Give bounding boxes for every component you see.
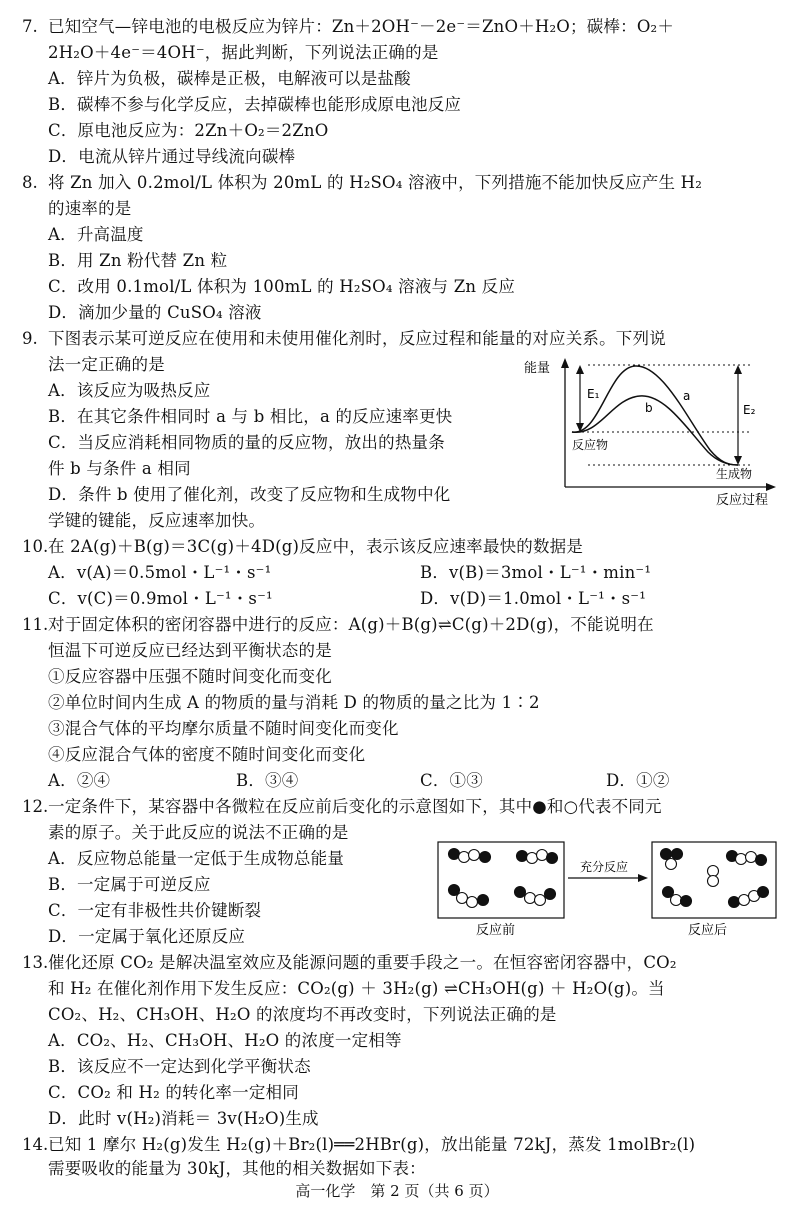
q9-number: 9. bbox=[22, 329, 38, 348]
atom bbox=[681, 896, 692, 907]
atom bbox=[449, 849, 460, 860]
atom bbox=[467, 897, 478, 908]
e1-arrowhead-top bbox=[576, 365, 584, 374]
atom bbox=[666, 859, 677, 870]
atom bbox=[469, 850, 480, 861]
q12-option-b: B．一定属于可逆反应 bbox=[48, 875, 211, 894]
x-axis-arrowhead bbox=[766, 483, 776, 491]
q11-stem-line1: 对于固定体积的密闭容器中进行的反应：A(g)＋B(g)⇌C(g)＋2D(g)，不能说明在 bbox=[48, 615, 654, 634]
q11-item-3: ③混合气体的平均摩尔质量不随时间变化而变化 bbox=[48, 719, 399, 738]
q10-stem: 在 2A(g)＋B(g)＝3C(g)＋4D(g)反应中，表示该反应速率最快的数据是 bbox=[48, 537, 584, 556]
q9-stem-line2: 法一定正确的是 bbox=[48, 355, 165, 374]
reactant-label: 反应物 bbox=[572, 438, 609, 452]
atom bbox=[708, 866, 719, 877]
q8-stem-line2: 的速率的是 bbox=[48, 199, 132, 218]
q7-number: 7. bbox=[22, 17, 38, 36]
q11-number: 11. bbox=[22, 615, 49, 634]
e2-arrowhead-top bbox=[734, 365, 742, 374]
q9-option-d-line1: D．条件 b 使用了催化剂，改变了反应物和生成物中化 bbox=[48, 485, 451, 504]
q14-stem-line1: 已知 1 摩尔 H₂(g)发生 H₂(g)＋Br₂(l)══2HBr(g)，放出能量 72kJ，蒸发 1molBr₂(l) bbox=[48, 1135, 696, 1154]
atom bbox=[746, 852, 757, 863]
q9-option-d-line2: 学键的键能，反应速率加快。 bbox=[48, 511, 266, 530]
y-axis-label: 能量 bbox=[524, 361, 551, 376]
q9-option-b: B．在其它条件相同时 a 与 b 相比，a 的反应速率更快 bbox=[48, 407, 453, 426]
atom bbox=[478, 895, 489, 906]
atom bbox=[729, 897, 740, 908]
atom bbox=[671, 895, 682, 906]
q14-stem-line2: 需要吸收的能量为 30kJ，其他的相关数据如下表： bbox=[48, 1159, 426, 1178]
q12-option-d: D．一定属于氧化还原反应 bbox=[48, 927, 246, 946]
q10-option-c: C．v(C)＝0.9mol・L⁻¹・s⁻¹ bbox=[48, 589, 273, 608]
q13-stem-line3: CO₂、H₂、CH₃OH、H₂O 的浓度均不再改变时，下列说法正确的是 bbox=[48, 1005, 557, 1024]
q12-option-a: A．反应物总能量一定低于生成物总能量 bbox=[48, 849, 345, 868]
q8-number: 8. bbox=[22, 173, 38, 192]
curve-a-label: a bbox=[683, 389, 691, 403]
q12-option-c: C．一定有非极性共价键断裂 bbox=[48, 901, 262, 920]
atom bbox=[708, 876, 719, 887]
atom bbox=[672, 849, 683, 860]
atom bbox=[527, 853, 538, 864]
atom bbox=[515, 887, 526, 898]
q12-number: 12. bbox=[22, 797, 49, 816]
q11-stem-line2: 恒温下可逆反应已经达到平衡状态的是 bbox=[48, 641, 332, 660]
page-footer: 高一化学 第 2 页（共 6 页） bbox=[295, 1182, 499, 1200]
q8-option-a: A．升高温度 bbox=[48, 225, 144, 244]
after-molecules bbox=[661, 849, 769, 908]
atom bbox=[535, 895, 546, 906]
q11-option-a: A．②④ bbox=[48, 771, 111, 790]
q7-option-a: A．锌片为负极，碳棒是正极，电解液可以是盐酸 bbox=[48, 69, 411, 88]
e2-arrowhead-bottom bbox=[734, 456, 742, 465]
q7-option-c: C．原电池反应为：2Zn＋O₂＝2ZnO bbox=[48, 121, 329, 140]
q8-option-d: D．滴加少量的 CuSO₄ 溶液 bbox=[48, 303, 262, 322]
q7-stem-line2: 2H₂O＋4e⁻＝4OH⁻，据此判断，下列说法正确的是 bbox=[48, 43, 439, 62]
q8-option-b: B．用 Zn 粉代替 Zn 粒 bbox=[48, 251, 228, 270]
q9-option-c-line2: 件 b 与条件 a 相同 bbox=[48, 459, 191, 478]
atom bbox=[661, 849, 672, 860]
q13-option-b: B．该反应不一定达到化学平衡状态 bbox=[48, 1057, 311, 1076]
y-axis-arrowhead bbox=[561, 358, 569, 368]
q13-stem-line2: 和 H₂ 在催化剂作用下发生反应：CO₂(g) ＋ 3H₂(g) ⇌CH₃OH(g) ＋ H₂O(g)。当 bbox=[48, 979, 665, 998]
atom bbox=[736, 854, 747, 865]
e2-label: E₂ bbox=[743, 403, 756, 417]
q12-particle-diagram bbox=[436, 838, 780, 938]
q12-stem-line2: 素的原子。关于此反应的说法不正确的是 bbox=[48, 823, 349, 842]
q13-option-a: A．CO₂、H₂、CH₃OH、H₂O 的浓度一定相等 bbox=[48, 1031, 402, 1050]
atom bbox=[547, 853, 558, 864]
q10-option-d: D．v(D)＝1.0mol・L⁻¹・s⁻¹ bbox=[420, 589, 647, 608]
atom bbox=[525, 893, 536, 904]
q10-number: 10. bbox=[22, 537, 49, 556]
atom bbox=[517, 851, 528, 862]
q10-option-a: A．v(A)＝0.5mol・L⁻¹・s⁻¹ bbox=[48, 563, 272, 582]
atom bbox=[457, 893, 468, 904]
curve-b-label: b bbox=[645, 401, 653, 415]
q11-item-4: ④反应混合气体的密度不随时间变化而变化 bbox=[48, 745, 366, 764]
q11-option-d: D．①② bbox=[606, 771, 670, 790]
q9-option-c-line1: C．当反应消耗相同物质的量的反应物，放出的热量条 bbox=[48, 433, 445, 452]
q7-option-b: B．碳棒不参与化学反应，去掉碳棒也能形成原电池反应 bbox=[48, 95, 462, 114]
atom bbox=[459, 852, 470, 863]
q7-option-d: D．电流从锌片通过导线流向碳棒 bbox=[48, 147, 296, 166]
q9-energy-diagram bbox=[520, 350, 786, 510]
q8-stem-line1: 将 Zn 加入 0.2mol/L 体积为 20mL 的 H₂SO₄ 溶液中，下列措施不能加快反应产生 H₂ bbox=[48, 173, 703, 192]
q13-option-c: C．CO₂ 和 H₂ 的转化率一定相同 bbox=[48, 1083, 299, 1102]
before-molecules bbox=[449, 849, 558, 908]
curve-b bbox=[572, 396, 738, 465]
x-axis-label: 反应过程 bbox=[716, 493, 769, 508]
q14-number: 14. bbox=[22, 1135, 49, 1154]
q13-stem-line1: 催化还原 CO₂ 是解决温室效应及能源问题的重要手段之一。在恒容密闭容器中，CO₂ bbox=[48, 953, 677, 972]
q11-item-1: ①反应容器中压强不随时间变化而变化 bbox=[48, 667, 332, 686]
atom bbox=[758, 887, 769, 898]
atom bbox=[537, 850, 548, 861]
atom bbox=[480, 852, 491, 863]
q13-option-d: D．此时 v(H₂)消耗＝ 3v(H₂O)生成 bbox=[48, 1109, 319, 1128]
e1-label: E₁ bbox=[587, 387, 600, 401]
product-label: 生成物 bbox=[716, 467, 753, 481]
q9-option-a: A．该反应为吸热反应 bbox=[48, 381, 211, 400]
arrow-label: 充分反应 bbox=[580, 860, 629, 874]
q7-stem-line1: 已知空气—锌电池的电极反应为锌片：Zn＋2OH⁻－2e⁻＝ZnO＋H₂O；碳棒：O₂＋ bbox=[48, 17, 675, 36]
q11-option-c: C．①③ bbox=[420, 771, 483, 790]
q8-option-c: C．改用 0.1mol/L 体积为 100mL 的 H₂SO₄ 溶液与 Zn 反应 bbox=[48, 277, 516, 296]
reaction-arrowhead bbox=[638, 874, 648, 882]
q12-stem-line1: 一定条件下，某容器中各微粒在反应前后变化的示意图如下，其中●和○代表不同元 bbox=[48, 797, 662, 816]
after-label: 反应后 bbox=[688, 923, 728, 938]
atom bbox=[545, 889, 556, 900]
q10-option-b: B．v(B)＝3mol・L⁻¹・min⁻¹ bbox=[420, 563, 652, 582]
q11-item-2: ②单位时间内生成 A 的物质的量与消耗 D 的物质的量之比为 1∶2 bbox=[48, 693, 540, 712]
q11-option-b: B．③④ bbox=[236, 771, 299, 790]
q9-stem-line1: 下图表示某可逆反应在使用和未使用催化剂时，反应过程和能量的对应关系。下列说 bbox=[48, 329, 666, 348]
atom bbox=[739, 895, 750, 906]
q13-number: 13. bbox=[22, 953, 49, 972]
atom bbox=[756, 855, 767, 866]
before-label: 反应前 bbox=[476, 923, 516, 938]
